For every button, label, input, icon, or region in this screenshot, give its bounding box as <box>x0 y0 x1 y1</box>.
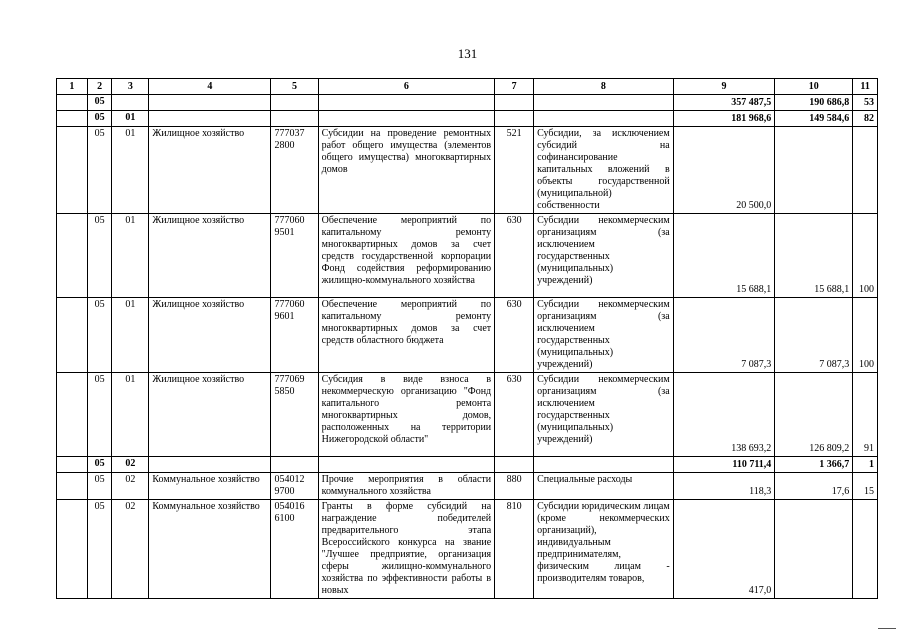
subsection-code: 01 <box>112 111 149 127</box>
expense-type-code: 630 <box>495 373 534 457</box>
target-article-code: 777060 9601 <box>271 298 318 373</box>
subsection-name <box>149 95 271 111</box>
column-header: 11 <box>853 79 878 95</box>
expense-type-name <box>534 457 674 473</box>
subsection-name <box>149 457 271 473</box>
subsection-name: Коммунальное хозяйство <box>149 473 271 500</box>
planned-amount: 181 968,6 <box>673 111 775 127</box>
subtotal-row <box>57 457 878 473</box>
execution-percent: 82 <box>853 111 878 127</box>
expense-type-name: Субсидии некоммерческим организациям (за исключением государственных (муниципальных) учреждений) <box>534 298 674 373</box>
column-header: 4 <box>149 79 271 95</box>
row-number-cell <box>57 298 88 373</box>
row-number-cell <box>57 500 88 599</box>
budget-table <box>56 78 878 599</box>
subsection-code: 01 <box>112 127 149 214</box>
expense-type-code: 880 <box>495 473 534 500</box>
expense-type-name: Субсидии некоммерческим организациям (за исключением государственных (муниципальных) учреждений) <box>534 214 674 298</box>
planned-amount: 417,0 <box>673 500 775 599</box>
planned-amount: 357 487,5 <box>673 95 775 111</box>
execution-percent: 1 <box>853 457 878 473</box>
expense-description <box>318 457 495 473</box>
expense-type-code: 810 <box>495 500 534 599</box>
subsection-name: Жилищное хозяйство <box>149 127 271 214</box>
table-row <box>57 500 878 599</box>
subsection-name <box>149 111 271 127</box>
execution-percent <box>853 500 878 599</box>
subtotal-row <box>57 111 878 127</box>
planned-amount: 15 688,1 <box>673 214 775 298</box>
section-code: 05 <box>87 500 112 599</box>
expense-description <box>318 95 495 111</box>
expense-type-code: 630 <box>495 214 534 298</box>
executed-amount: 149 584,6 <box>775 111 853 127</box>
executed-amount: 7 087,3 <box>775 298 853 373</box>
expense-type-code <box>495 111 534 127</box>
execution-percent: 91 <box>853 373 878 457</box>
executed-amount: 126 809,2 <box>775 373 853 457</box>
planned-amount: 7 087,3 <box>673 298 775 373</box>
subsection-code: 02 <box>112 500 149 599</box>
planned-amount: 20 500,0 <box>673 127 775 214</box>
section-code: 05 <box>87 373 112 457</box>
executed-amount: 190 686,8 <box>775 95 853 111</box>
edge-mark <box>878 628 896 629</box>
expense-description: Субсидия в виде взноса в некоммерческую организацию "Фонд капитального ремонта многоквартирных домов, расположенных на территории Нижегородской области" <box>318 373 495 457</box>
column-header: 1 <box>57 79 88 95</box>
executed-amount <box>775 127 853 214</box>
table-row <box>57 298 878 373</box>
planned-amount: 118,3 <box>673 473 775 500</box>
planned-amount: 110 711,4 <box>673 457 775 473</box>
page-number: 131 <box>457 46 478 61</box>
subtotal-row <box>57 95 878 111</box>
executed-amount: 1 366,7 <box>775 457 853 473</box>
target-article-code: 054012 9700 <box>271 473 318 500</box>
planned-amount: 138 693,2 <box>673 373 775 457</box>
expense-description: Прочие мероприятия в области коммунального хозяйства <box>318 473 495 500</box>
expense-description: Обеспечение мероприятий по капитальному ремонту многоквартирных домов за счет средств областного бюджета <box>318 298 495 373</box>
row-number-cell <box>57 457 88 473</box>
row-number-cell <box>57 127 88 214</box>
target-article-code <box>271 95 318 111</box>
section-code: 05 <box>87 214 112 298</box>
subsection-name: Коммунальное хозяйство <box>149 500 271 599</box>
table-row <box>57 214 878 298</box>
subsection-code <box>112 95 149 111</box>
execution-percent: 100 <box>853 298 878 373</box>
target-article-code <box>271 111 318 127</box>
expense-description: Обеспечение мероприятий по капитальному ремонту многоквартирных домов за счет средств государственной корпорации Фонд содействия реформированию жилищно-коммунального хозяйства <box>318 214 495 298</box>
expense-type-code <box>495 95 534 111</box>
expense-type-name: Специальные расходы <box>534 473 674 500</box>
subsection-code: 01 <box>112 298 149 373</box>
section-code: 05 <box>87 95 112 111</box>
column-header: 8 <box>534 79 674 95</box>
target-article-code: 777069 5850 <box>271 373 318 457</box>
target-article-code: 054016 6100 <box>271 500 318 599</box>
column-header: 9 <box>673 79 775 95</box>
table-row <box>57 373 878 457</box>
expense-description <box>318 111 495 127</box>
column-header: 3 <box>112 79 149 95</box>
column-header: 10 <box>775 79 853 95</box>
execution-percent: 100 <box>853 214 878 298</box>
subsection-name: Жилищное хозяйство <box>149 373 271 457</box>
table-row <box>57 473 878 500</box>
section-code: 05 <box>87 473 112 500</box>
column-header: 6 <box>318 79 495 95</box>
expense-type-code <box>495 457 534 473</box>
expense-type-name: Субсидии некоммерческим организациям (за исключением государственных (муниципальных) учреждений) <box>534 373 674 457</box>
executed-amount: 17,6 <box>775 473 853 500</box>
subsection-code: 02 <box>112 473 149 500</box>
row-number-cell <box>57 373 88 457</box>
execution-percent: 53 <box>853 95 878 111</box>
row-number-cell <box>57 473 88 500</box>
section-code: 05 <box>87 298 112 373</box>
expense-type-code: 521 <box>495 127 534 214</box>
column-header: 7 <box>495 79 534 95</box>
section-code: 05 <box>87 457 112 473</box>
section-code: 05 <box>87 111 112 127</box>
column-header: 2 <box>87 79 112 95</box>
table-row <box>57 127 878 214</box>
row-number-cell <box>57 95 88 111</box>
column-header: 5 <box>271 79 318 95</box>
subsection-name: Жилищное хозяйство <box>149 214 271 298</box>
execution-percent: 15 <box>853 473 878 500</box>
executed-amount <box>775 500 853 599</box>
expense-type-code: 630 <box>495 298 534 373</box>
expense-type-name: Субсидии, за исключением субсидий на софинансирование капитальных вложений в объекты государственной (муниципальной) собственности <box>534 127 674 214</box>
expense-description: Гранты в форме субсидий на награждение победителей предварительного этапа Всероссийского конкурса на звание "Лучшее предприятие, организация сферы жилищно-коммунального хозяйства по эффективности работы в новых <box>318 500 495 599</box>
expense-type-name <box>534 111 674 127</box>
subsection-code: 01 <box>112 373 149 457</box>
expense-description: Субсидии на проведение ремонтных работ общего имущества (элементов общего имущества) многоквартирных домов <box>318 127 495 214</box>
expense-type-name: Субсидии юридическим лицам (кроме некоммерческих организаций), индивидуальным предпринимателям, физическим лицам - производителям товаров, <box>534 500 674 599</box>
subsection-code: 02 <box>112 457 149 473</box>
executed-amount: 15 688,1 <box>775 214 853 298</box>
subsection-name: Жилищное хозяйство <box>149 298 271 373</box>
header-row <box>57 79 878 95</box>
row-number-cell <box>57 111 88 127</box>
expense-type-name <box>534 95 674 111</box>
execution-percent <box>853 127 878 214</box>
subsection-code: 01 <box>112 214 149 298</box>
row-number-cell <box>57 214 88 298</box>
section-code: 05 <box>87 127 112 214</box>
target-article-code: 777060 9501 <box>271 214 318 298</box>
target-article-code: 777037 2800 <box>271 127 318 214</box>
target-article-code <box>271 457 318 473</box>
